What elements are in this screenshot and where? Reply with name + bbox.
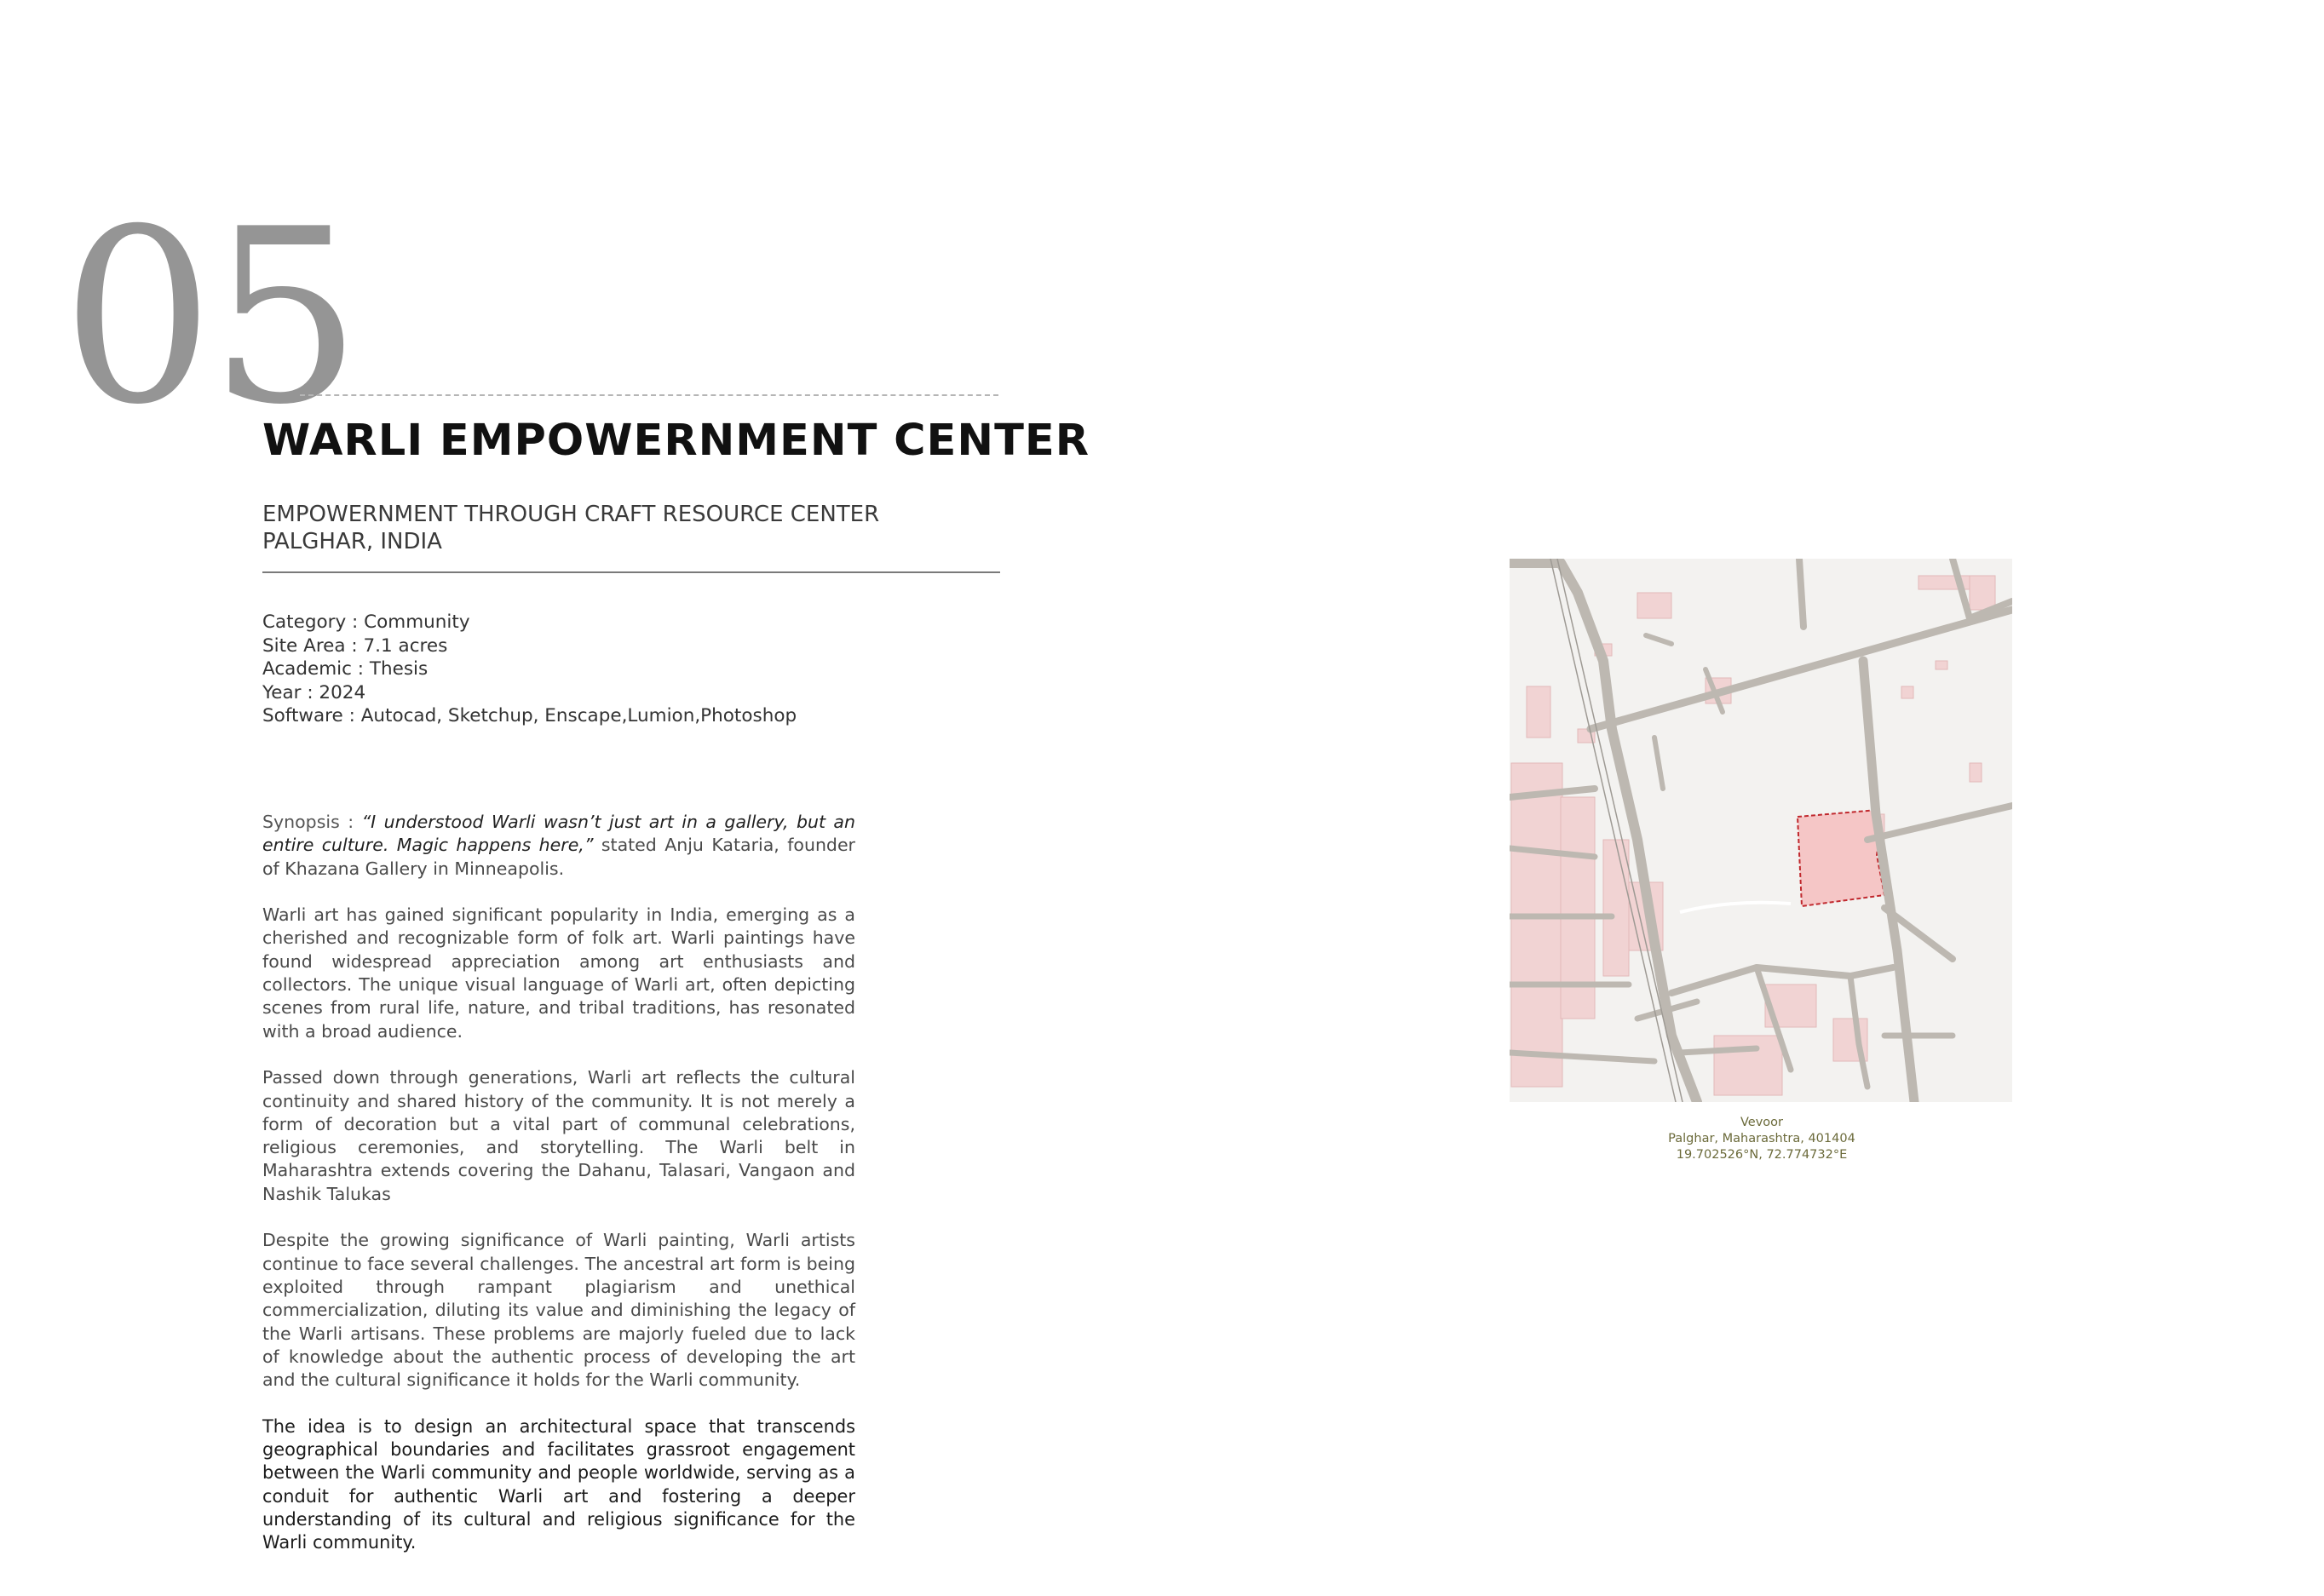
map-caption-place: Vevoor xyxy=(1740,1116,1783,1129)
site-map xyxy=(1510,559,2012,1102)
synopsis-quote: “I understood Warli wasn’t just art in a gallery, but an entire culture. Magic happens here,” xyxy=(262,812,855,856)
synopsis-label: Synopsis : xyxy=(262,812,362,832)
meta-site-area: Site Area : 7.1 acres xyxy=(262,634,448,657)
meta-category: Category : Community xyxy=(262,611,470,633)
dashed-divider xyxy=(300,394,998,396)
project-subtitle xyxy=(262,501,879,555)
map-caption-coordinates: 19.702526°N, 72.774732°E xyxy=(1676,1148,1848,1162)
project-number: 05 xyxy=(61,177,357,457)
meta-software: Software : Autocad, Sketchup, Enscape,Lumion,Photoshop xyxy=(262,705,797,726)
synopsis-attribution: stated Anju Kataria, founder of Khazana Gallery in Minneapolis. xyxy=(262,835,855,879)
synopsis-paragraph xyxy=(262,811,855,881)
map-caption xyxy=(1600,1115,1924,1163)
paragraph-idea: The idea is to design an architectural space that transcends geographical boundaries and facilitates grassroot engagement between the Warli community and people worldwide, serving as a conduit for authentic Warli art and fostering a deeper understanding of its cultural and religious significance for the Warli community. xyxy=(262,1415,855,1553)
paragraph-challenges: Despite the growing significance of Warli painting, Warli artists continue to face several challenges. The ancestral art form is being exploited through rampant plagiarism and unethical commercialization, diluting its value and diminishing the legacy of the Warli artisans. These problems are majorly fueled due to lack of knowledge about the authentic process of developing the art and the cultural significance it holds for the Warli community. xyxy=(262,1230,855,1391)
site-map-graphic xyxy=(1510,559,2012,1102)
project-meta xyxy=(262,611,797,728)
paragraph-heritage: Passed down through generations, Warli art reflects the cultural continuity and shared history of the community. It is not merely a form of decoration but a vital part of communal celebrations, religious ceremonies, and storytelling. The Warli belt in Maharashtra extends covering the Dahanu, Talasari, Vangaon and Nashik Talukas xyxy=(262,1067,855,1204)
meta-academic: Academic : Thesis xyxy=(262,658,429,680)
project-description xyxy=(262,811,855,1578)
solid-divider xyxy=(262,571,1000,573)
project-title: WARLI EMPOWERNMENT CENTER xyxy=(262,416,1090,466)
map-caption-address: Palghar, Maharashtra, 401404 xyxy=(1668,1132,1855,1145)
paragraph-popularity: Warli art has gained significant popularity in India, emerging as a cherished and recognizable form of folk art. Warli paintings have found widespread appreciation among art enthusiasts and collectors. The unique visual language of Warli art, often depicting scenes from rural life, nature, and tribal traditions, has resonated with a broad audience. xyxy=(262,904,855,1042)
meta-year: Year : 2024 xyxy=(262,681,366,703)
site-boundary xyxy=(1798,810,1884,906)
subtitle-line-1: EMPOWERNMENT THROUGH CRAFT RESOURCE CENTER xyxy=(262,502,880,527)
subtitle-line-2: PALGHAR, INDIA xyxy=(262,529,442,554)
